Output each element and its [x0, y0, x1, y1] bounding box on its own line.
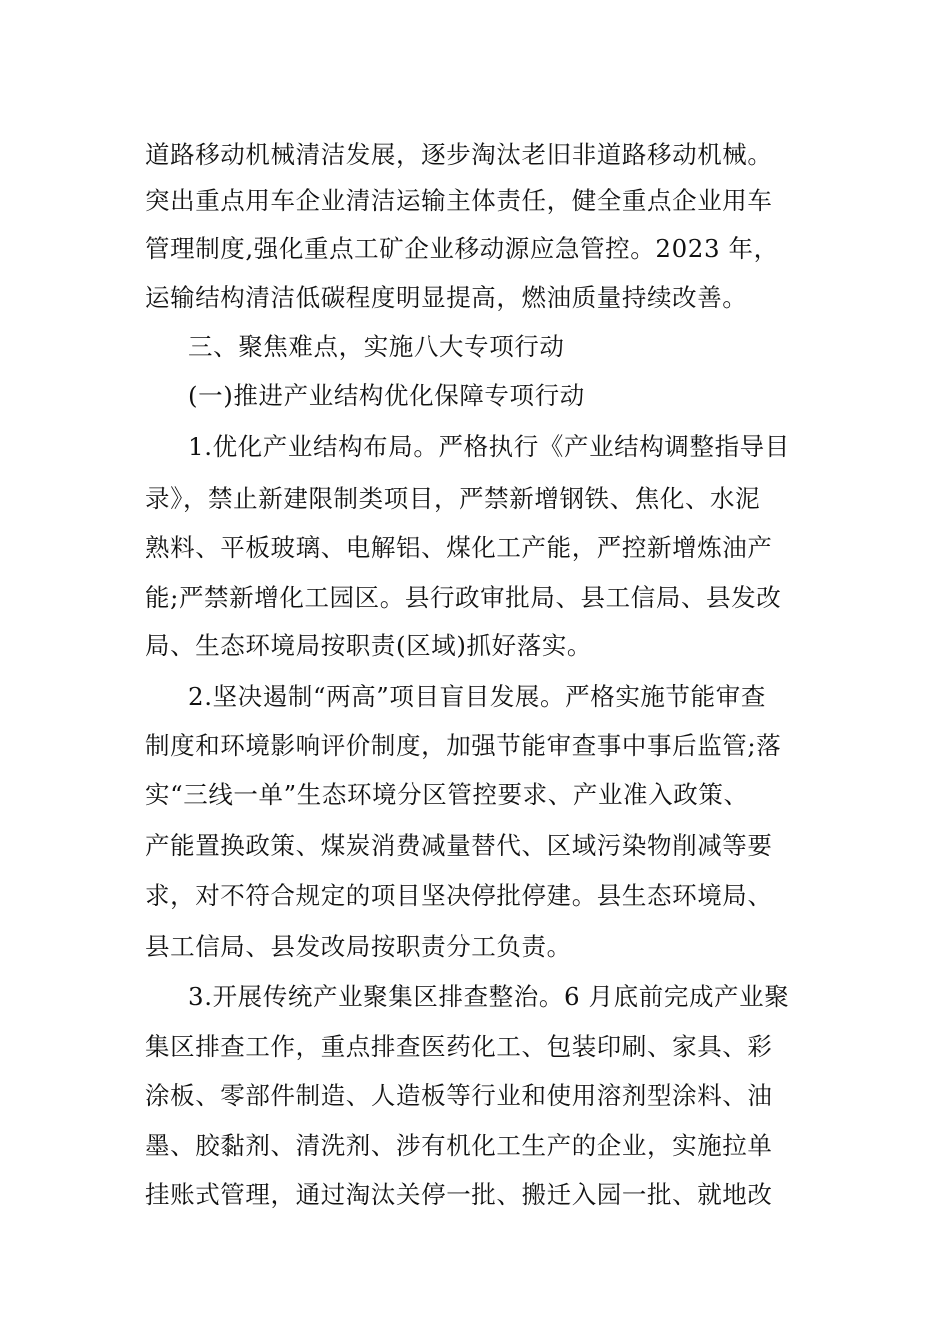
paragraph-2-line: 制度和环境影响评价制度，加强节能审查事中事后监管;落 [145, 731, 782, 760]
paragraph-3-line: 涂板、零部件制造、人造板等行业和使用溶剂型涂料、油 [145, 1081, 773, 1110]
paragraph-1-line: 1.优化产业结构布局。严格执行《产业结构调整指导目 [188, 432, 790, 461]
paragraph-3-line: 墨、胶黏剂、清洗剂、涉有机化工生产的企业，实施拉单 [145, 1131, 773, 1160]
paragraph-1-line: 录》，禁止新建限制类项目，严禁新增钢铁、焦化、水泥 [145, 484, 761, 513]
text-line: 道路移动机械清洁发展，逐步淘汰老旧非道路移动机械。 [145, 140, 773, 169]
paragraph-2-line: 实“三线一单”生态环境分区管控要求、产业准入政策、 [145, 780, 749, 809]
paragraph-3-line: 3.开展传统产业聚集区排查整治。6 月底前完成产业聚 [188, 982, 790, 1011]
text-line: 管理制度,强化重点工矿企业移动源应急管控。2023 年， [145, 234, 779, 263]
text-line: 突出重点用车企业清洁运输主体责任，健全重点企业用车 [145, 186, 773, 215]
paragraph-3-line: 集区排查工作，重点排查医药化工、包装印刷、家具、彩 [145, 1032, 773, 1061]
paragraph-1-line: 熟料、平板玻璃、电解铝、煤化工产能，严控新增炼油产 [145, 533, 773, 562]
paragraph-2-line: 县工信局、县发改局按职责分工负责。 [145, 932, 572, 961]
paragraph-3-line: 挂账式管理，通过淘汰关停一批、搬迁入园一批、就地改 [145, 1180, 773, 1209]
paragraph-2-line: 产能置换政策、煤炭消费减量替代、区域污染物削减等要 [145, 831, 773, 860]
paragraph-1-line: 能;严禁新增化工园区。县行政审批局、县工信局、县发改 [145, 583, 782, 612]
section-heading: 三、聚焦难点，实施八大专项行动 [188, 332, 565, 361]
subsection-heading: (一)推进产业结构优化保障专项行动 [188, 381, 585, 410]
paragraph-2-line: 2.坚决遏制“两高”项目盲目发展。严格实施节能审查 [188, 682, 766, 711]
paragraph-2-line: 求，对不符合规定的项目坚决停批停建。县生态环境局、 [145, 881, 773, 910]
text-line: 运输结构清洁低碳程度明显提高，燃油质量持续改善。 [145, 283, 748, 312]
paragraph-1-line: 局、生态环境局按职责(区域)抓好落实。 [145, 631, 593, 660]
